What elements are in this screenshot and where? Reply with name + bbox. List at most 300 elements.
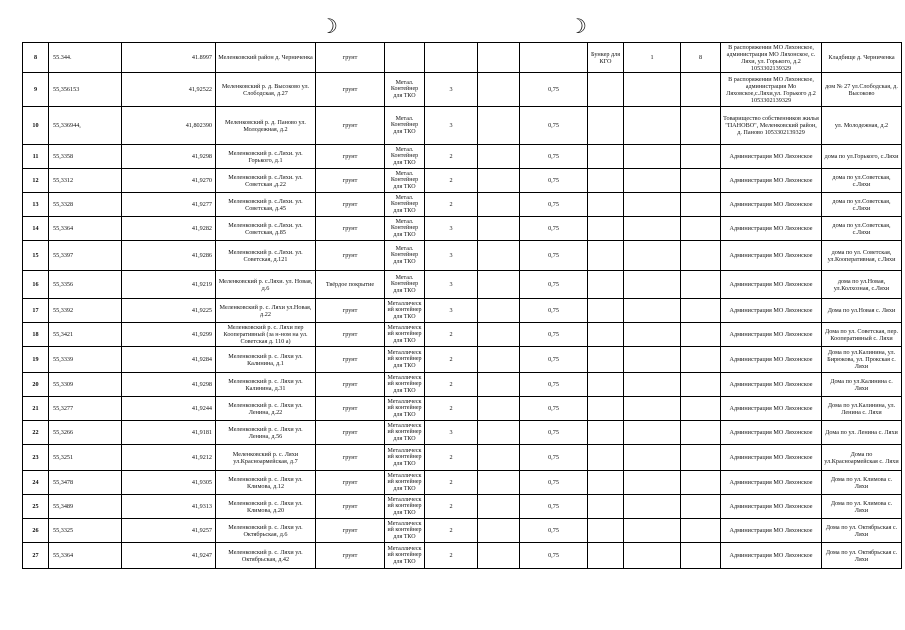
row-number: 10 (23, 107, 49, 145)
table-row (23, 107, 902, 145)
bunker-count-cell (624, 107, 681, 145)
bunker-count-cell (624, 373, 681, 397)
bunker-type-cell (588, 373, 624, 397)
longitude-cell: 41,9286 (122, 241, 216, 271)
waste-source-cell: Дома по ул. Климова с. Ляхи (822, 471, 902, 495)
table-row (23, 471, 902, 495)
address-cell: Меленковский р. с. Ляхи ул.Красноармейская, д.7 (216, 445, 316, 471)
latitude-cell: 55.344. (49, 43, 122, 73)
container-type-cell: Метал. Контейнер для ТКО (385, 169, 425, 193)
container-type-cell: Металлический контейнер для ТКО (385, 373, 425, 397)
surface-cell: грунт (316, 169, 385, 193)
address-cell: Меленковский р. с. Ляхи ул. Калинина, д.31 (216, 373, 316, 397)
waste-source-cell: Дома по ул.Красноармейская с. Ляхи (822, 445, 902, 471)
waste-source-cell: дома по ул.Советская, с.Ляхи (822, 169, 902, 193)
container-count-cell: 3 (425, 241, 478, 271)
volume-cell: 0,75 (520, 519, 588, 543)
table-row (23, 495, 902, 519)
waste-source-cell: дома по ул.Советская, с.Ляхи (822, 193, 902, 217)
owner-cell: Администрация МО Ляхонское (721, 445, 822, 471)
volume-cell: 0,75 (520, 299, 588, 323)
surface-cell: грунт (316, 217, 385, 241)
latitude-cell: 55,3309 (49, 373, 122, 397)
waste-source-cell: Дома по ул.Калинина с. Ляхи (822, 373, 902, 397)
bunker-volume-cell (681, 169, 721, 193)
latitude-cell: 55,3397 (49, 241, 122, 271)
container-count-cell: 2 (425, 519, 478, 543)
empty-cell (478, 495, 520, 519)
longitude-cell: 41,9298 (122, 373, 216, 397)
bunker-volume-cell (681, 445, 721, 471)
owner-cell: Администрация МО Ляхонское (721, 169, 822, 193)
latitude-cell: 55,3358 (49, 145, 122, 169)
bunker-count-cell (624, 323, 681, 347)
owner-cell: Администрация МО Ляхонское (721, 421, 822, 445)
surface-cell: грунт (316, 397, 385, 421)
volume-cell: 0,75 (520, 217, 588, 241)
address-cell: Меленковский р. с. Ляхи ул. Октябрьская, д.6 (216, 519, 316, 543)
owner-cell: В распоряжении МО Ляхонское, администрация МО Ляхонское, с. Ляхи, ул. Горького, д.2 1053302139329 (721, 43, 822, 73)
longitude-cell: 41,9305 (122, 471, 216, 495)
bunker-volume-cell (681, 543, 721, 569)
empty-cell (478, 107, 520, 145)
table-row (23, 217, 902, 241)
owner-cell: Администрация МО Ляхонское (721, 145, 822, 169)
address-cell: Меленковский р. с. Ляхи ул. Климова, д.20 (216, 495, 316, 519)
empty-cell (478, 373, 520, 397)
bunker-volume-cell (681, 145, 721, 169)
container-type-cell: Металлический контейнер для ТКО (385, 299, 425, 323)
bunker-count-cell (624, 471, 681, 495)
bunker-count-cell (624, 347, 681, 373)
bunker-volume-cell (681, 193, 721, 217)
longitude-cell: 41,9299 (122, 323, 216, 347)
owner-cell: Администрация МО Ляхонское (721, 495, 822, 519)
punch-mark-left: ☽ (320, 14, 338, 38)
bunker-volume-cell (681, 107, 721, 145)
bunker-count-cell (624, 445, 681, 471)
container-count-cell: 3 (425, 73, 478, 107)
container-count-cell: 3 (425, 271, 478, 299)
row-number: 16 (23, 271, 49, 299)
empty-cell (478, 193, 520, 217)
longitude-cell: 41.8997 (122, 43, 216, 73)
bunker-count-cell (624, 145, 681, 169)
row-number: 22 (23, 421, 49, 445)
empty-cell (478, 145, 520, 169)
owner-cell: Администрация МО Ляхонское (721, 299, 822, 323)
row-number: 23 (23, 445, 49, 471)
latitude-cell: 55,3392 (49, 299, 122, 323)
bunker-type-cell (588, 217, 624, 241)
bunker-type-cell (588, 299, 624, 323)
address-cell: Меленковский р. с. Ляхи ул. Ленина, д.22 (216, 397, 316, 421)
latitude-cell: 55,3277 (49, 397, 122, 421)
bunker-type-cell: Бункер для КГО (588, 43, 624, 73)
waste-source-cell: Дома по ул. Климова с. Ляхи (822, 495, 902, 519)
latitude-cell: 55,3356 (49, 271, 122, 299)
bunker-type-cell (588, 271, 624, 299)
longitude-cell: 41,9247 (122, 543, 216, 569)
container-type-cell: Метал. Контейнер для ТКО (385, 145, 425, 169)
waste-source-cell: дома по ул. Советская, ул.Кооперативная, с.Ляхи (822, 241, 902, 271)
waste-source-cell: Дома по ул. Ленина с. Ляхи (822, 421, 902, 445)
table-row (23, 169, 902, 193)
longitude-cell: 41,9270 (122, 169, 216, 193)
bunker-volume-cell (681, 519, 721, 543)
bunker-volume-cell (681, 397, 721, 421)
row-number: 9 (23, 73, 49, 107)
table-row (23, 73, 902, 107)
latitude-cell: 55,3266 (49, 421, 122, 445)
volume-cell: 0,75 (520, 421, 588, 445)
bunker-type-cell (588, 543, 624, 569)
container-count-cell: 2 (425, 145, 478, 169)
address-cell: Меленковский р. с. Ляхи ул.Новая, д.22 (216, 299, 316, 323)
latitude-cell: 55,3478 (49, 471, 122, 495)
surface-cell: Твёрдое покрытие (316, 271, 385, 299)
address-cell: Меленковский р. с.Ляхи. ул. Советская ,д.22 (216, 169, 316, 193)
container-count-cell: 2 (425, 495, 478, 519)
longitude-cell: 41,9219 (122, 271, 216, 299)
waste-source-cell: дома по ул.Новая, ул.Колхозная, с.Ляхи (822, 271, 902, 299)
waste-source-cell: дома по ул.Советская, с.Ляхи (822, 217, 902, 241)
bunker-count-cell (624, 241, 681, 271)
volume-cell: 0,75 (520, 271, 588, 299)
bunker-type-cell (588, 519, 624, 543)
bunker-volume-cell: 8 (681, 43, 721, 73)
row-number: 21 (23, 397, 49, 421)
latitude-cell: 55,3312 (49, 169, 122, 193)
bunker-type-cell (588, 445, 624, 471)
volume-cell: 0,75 (520, 241, 588, 271)
address-cell: Меленковский р. с.Ляхи. ул. Советская, д.121 (216, 241, 316, 271)
volume-cell: 0,75 (520, 323, 588, 347)
latitude-cell: 55,3421 (49, 323, 122, 347)
volume-cell: 0,75 (520, 471, 588, 495)
container-type-cell (385, 43, 425, 73)
owner-cell: Администрация МО Ляхонское (721, 271, 822, 299)
bunker-volume-cell (681, 347, 721, 373)
empty-cell (478, 471, 520, 495)
container-count-cell: 2 (425, 169, 478, 193)
volume-cell: 0,75 (520, 145, 588, 169)
row-number: 20 (23, 373, 49, 397)
surface-cell: грунт (316, 107, 385, 145)
waste-source-cell: Дома по ул. Октябрьская с. Ляхи (822, 543, 902, 569)
surface-cell: грунт (316, 519, 385, 543)
table-row (23, 241, 902, 271)
row-number: 11 (23, 145, 49, 169)
container-count-cell: 2 (425, 445, 478, 471)
bunker-volume-cell (681, 421, 721, 445)
container-type-cell: Металлический контейнер для ТКО (385, 471, 425, 495)
table-row (23, 193, 902, 217)
empty-cell (478, 299, 520, 323)
latitude-cell: 55,3325 (49, 519, 122, 543)
owner-cell: Администрация МО Ляхонское (721, 543, 822, 569)
bunker-count-cell (624, 193, 681, 217)
container-count-cell: 3 (425, 299, 478, 323)
surface-cell: грунт (316, 145, 385, 169)
container-type-cell: Металлический контейнер для ТКО (385, 397, 425, 421)
address-cell: Меленковский район д. Черниченка (216, 43, 316, 73)
address-cell: Меленковский р. с. Ляхи ул. Октябрьская, д.42 (216, 543, 316, 569)
table-body (23, 43, 902, 569)
container-count-cell: 3 (425, 107, 478, 145)
bunker-count-cell: 1 (624, 43, 681, 73)
bunker-count-cell (624, 543, 681, 569)
empty-cell (478, 241, 520, 271)
row-number: 14 (23, 217, 49, 241)
surface-cell: грунт (316, 471, 385, 495)
bunker-volume-cell (681, 323, 721, 347)
volume-cell: 0,75 (520, 397, 588, 421)
longitude-cell: 41,9284 (122, 347, 216, 373)
waste-source-cell: Кладбище д. Черниченка (822, 43, 902, 73)
bunker-volume-cell (681, 271, 721, 299)
table-row (23, 43, 902, 73)
longitude-cell: 41,9277 (122, 193, 216, 217)
row-number: 24 (23, 471, 49, 495)
punch-mark-right: ☽ (569, 14, 587, 38)
container-type-cell: Металлический контейнер для ТКО (385, 347, 425, 373)
bunker-type-cell (588, 495, 624, 519)
empty-cell (478, 519, 520, 543)
container-count-cell: 2 (425, 323, 478, 347)
address-cell: Меленковский р. с.Ляхи. ул. Советская, д.85 (216, 217, 316, 241)
bunker-count-cell (624, 271, 681, 299)
row-number: 19 (23, 347, 49, 373)
longitude-cell: 41,9244 (122, 397, 216, 421)
address-cell: Меленковский р. с. Ляхи пер Кооперативный (за н-ном на ул. Советская д. 110 а) (216, 323, 316, 347)
container-type-cell: Металлический контейнер для ТКО (385, 519, 425, 543)
owner-cell: Администрация МО Ляхонское (721, 323, 822, 347)
bunker-count-cell (624, 519, 681, 543)
bunker-count-cell (624, 217, 681, 241)
table-row (23, 519, 902, 543)
container-type-cell: Металлический контейнер для ТКО (385, 421, 425, 445)
owner-cell: Администрация МО Ляхонское (721, 519, 822, 543)
empty-cell (478, 271, 520, 299)
waste-source-cell: ул. Молодежная, д.2 (822, 107, 902, 145)
bunker-volume-cell (681, 217, 721, 241)
address-cell: Меленковский р. д. Паново ул. Молодежная, д.2 (216, 107, 316, 145)
bunker-type-cell (588, 73, 624, 107)
owner-cell: В распоряжении МО Ляхонское, администрация Мо Ляховское,с.Ляхи,ул. Горького д.2 1053302139329 (721, 73, 822, 107)
table-row (23, 347, 902, 373)
waste-source-cell: дом № 27 ул.Слободская, д. Высоково (822, 73, 902, 107)
bunker-type-cell (588, 169, 624, 193)
container-count-cell: 2 (425, 471, 478, 495)
table-row (23, 445, 902, 471)
table-row (23, 543, 902, 569)
owner-cell: Товарищество собственников жилья "ПАНОВО", Меленковский район, д. Паново 1053302139329 (721, 107, 822, 145)
bunker-count-cell (624, 169, 681, 193)
container-count-cell (425, 43, 478, 73)
latitude-cell: 55,3328 (49, 193, 122, 217)
owner-cell: Администрация МО Ляхонское (721, 217, 822, 241)
bunker-volume-cell (681, 471, 721, 495)
bunker-count-cell (624, 299, 681, 323)
bunker-volume-cell (681, 373, 721, 397)
owner-cell: Администрация МО Ляхонское (721, 241, 822, 271)
bunker-type-cell (588, 107, 624, 145)
empty-cell (478, 323, 520, 347)
row-number: 13 (23, 193, 49, 217)
container-count-cell: 2 (425, 193, 478, 217)
empty-cell (478, 43, 520, 73)
latitude-cell: 55,336944, (49, 107, 122, 145)
container-type-cell: Металлический контейнер для ТКО (385, 495, 425, 519)
container-type-cell: Металлический контейнер для ТКО (385, 543, 425, 569)
bunker-type-cell (588, 471, 624, 495)
latitude-cell: 55,3489 (49, 495, 122, 519)
container-count-cell: 2 (425, 397, 478, 421)
bunker-type-cell (588, 241, 624, 271)
bunker-type-cell (588, 347, 624, 373)
owner-cell: Администрация МО Ляхонское (721, 397, 822, 421)
volume-cell: 0,75 (520, 445, 588, 471)
row-number: 18 (23, 323, 49, 347)
row-number: 27 (23, 543, 49, 569)
owner-cell: Администрация МО Ляхонское (721, 347, 822, 373)
empty-cell (478, 397, 520, 421)
surface-cell: грунт (316, 543, 385, 569)
row-number: 8 (23, 43, 49, 73)
longitude-cell: 41,9225 (122, 299, 216, 323)
table-row (23, 397, 902, 421)
waste-source-cell: Дома по ул.Новая с. Ляхи (822, 299, 902, 323)
empty-cell (478, 73, 520, 107)
waste-source-cell: Дома по ул.Калинина, ул. Бирюкова, ул. Прокская с. Ляхи (822, 347, 902, 373)
bunker-count-cell (624, 495, 681, 519)
surface-cell: грунт (316, 445, 385, 471)
row-number: 25 (23, 495, 49, 519)
bunker-type-cell (588, 397, 624, 421)
container-count-cell: 3 (425, 217, 478, 241)
row-number: 15 (23, 241, 49, 271)
longitude-cell: 41,9181 (122, 421, 216, 445)
container-count-cell: 3 (425, 421, 478, 445)
address-cell: Меленковский р. с. Ляхи ул. Климова, д.12 (216, 471, 316, 495)
row-number: 12 (23, 169, 49, 193)
empty-cell (478, 217, 520, 241)
bunker-volume-cell (681, 241, 721, 271)
empty-cell (478, 347, 520, 373)
surface-cell: грунт (316, 241, 385, 271)
owner-cell: Администрация МО Ляхонское (721, 471, 822, 495)
volume-cell (520, 43, 588, 73)
table-row (23, 299, 902, 323)
waste-source-cell: Дома по ул. Советская, пер. Кооперативный с. Ляхи (822, 323, 902, 347)
bunker-type-cell (588, 193, 624, 217)
address-cell: Меленковский р. д. Высоково ул. Слободская, д.27 (216, 73, 316, 107)
container-type-cell: Метал. Контейнер для ТКО (385, 73, 425, 107)
volume-cell: 0,75 (520, 495, 588, 519)
bunker-type-cell (588, 323, 624, 347)
container-count-cell: 2 (425, 373, 478, 397)
waste-source-cell: Дома по ул. Октябрьская с. Ляхи (822, 519, 902, 543)
container-count-cell: 2 (425, 347, 478, 373)
surface-cell: грунт (316, 323, 385, 347)
address-cell: Меленковский р. с. Ляхи ул. Ленина, д.56 (216, 421, 316, 445)
volume-cell: 0,75 (520, 347, 588, 373)
volume-cell: 0,75 (520, 373, 588, 397)
longitude-cell: 41,92522 (122, 73, 216, 107)
address-cell: Меленковский р. с.Ляхи. ул. Советская, д.45 (216, 193, 316, 217)
volume-cell: 0,75 (520, 543, 588, 569)
volume-cell: 0,75 (520, 107, 588, 145)
bunker-volume-cell (681, 73, 721, 107)
table-row (23, 271, 902, 299)
surface-cell: грунт (316, 299, 385, 323)
bunker-volume-cell (681, 299, 721, 323)
surface-cell: грунт (316, 43, 385, 73)
empty-cell (478, 169, 520, 193)
longitude-cell: 41,802390 (122, 107, 216, 145)
surface-cell: грунт (316, 421, 385, 445)
container-count-cell: 2 (425, 543, 478, 569)
bunker-count-cell (624, 421, 681, 445)
owner-cell: Администрация МО Ляхонское (721, 193, 822, 217)
longitude-cell: 41,9282 (122, 217, 216, 241)
longitude-cell: 41,9298 (122, 145, 216, 169)
latitude-cell: 55,3251 (49, 445, 122, 471)
owner-cell: Администрация МО Ляхонское (721, 373, 822, 397)
surface-cell: грунт (316, 193, 385, 217)
latitude-cell: 55,356153 (49, 73, 122, 107)
table-row (23, 373, 902, 397)
volume-cell: 0,75 (520, 73, 588, 107)
bunker-count-cell (624, 397, 681, 421)
address-cell: Меленковский р. с.Ляхи. ул. Горького, д.1 (216, 145, 316, 169)
table-row (23, 323, 902, 347)
table-row (23, 145, 902, 169)
empty-cell (478, 421, 520, 445)
container-type-cell: Метал. Контейнер для ТКО (385, 271, 425, 299)
longitude-cell: 41,9212 (122, 445, 216, 471)
volume-cell: 0,75 (520, 193, 588, 217)
empty-cell (478, 445, 520, 471)
latitude-cell: 55,3364 (49, 543, 122, 569)
bunker-type-cell (588, 421, 624, 445)
container-type-cell: Метал. Контейнер для ТКО (385, 241, 425, 271)
longitude-cell: 41,9313 (122, 495, 216, 519)
container-sites-table (22, 42, 902, 569)
surface-cell: грунт (316, 347, 385, 373)
surface-cell: грунт (316, 495, 385, 519)
bunker-type-cell (588, 145, 624, 169)
longitude-cell: 41,9257 (122, 519, 216, 543)
empty-cell (478, 543, 520, 569)
waste-source-cell: Дома по ул.Калинина, ул. Ленина с. Ляхи (822, 397, 902, 421)
waste-source-cell: дома по ул.Горького, с.Ляхи (822, 145, 902, 169)
container-type-cell: Метал. Контейнер для ТКО (385, 107, 425, 145)
bunker-volume-cell (681, 495, 721, 519)
bunker-count-cell (624, 73, 681, 107)
row-number: 26 (23, 519, 49, 543)
latitude-cell: 55,3364 (49, 217, 122, 241)
address-cell: Меленковский р. с.Ляхи. ул. Новая, д.6 (216, 271, 316, 299)
container-type-cell: Металлический контейнер для ТКО (385, 323, 425, 347)
latitude-cell: 55,3339 (49, 347, 122, 373)
surface-cell: грунт (316, 373, 385, 397)
container-type-cell: Метал. Контейнер для ТКО (385, 217, 425, 241)
container-type-cell: Метал. Контейнер для ТКО (385, 193, 425, 217)
surface-cell: грунт (316, 73, 385, 107)
volume-cell: 0,75 (520, 169, 588, 193)
